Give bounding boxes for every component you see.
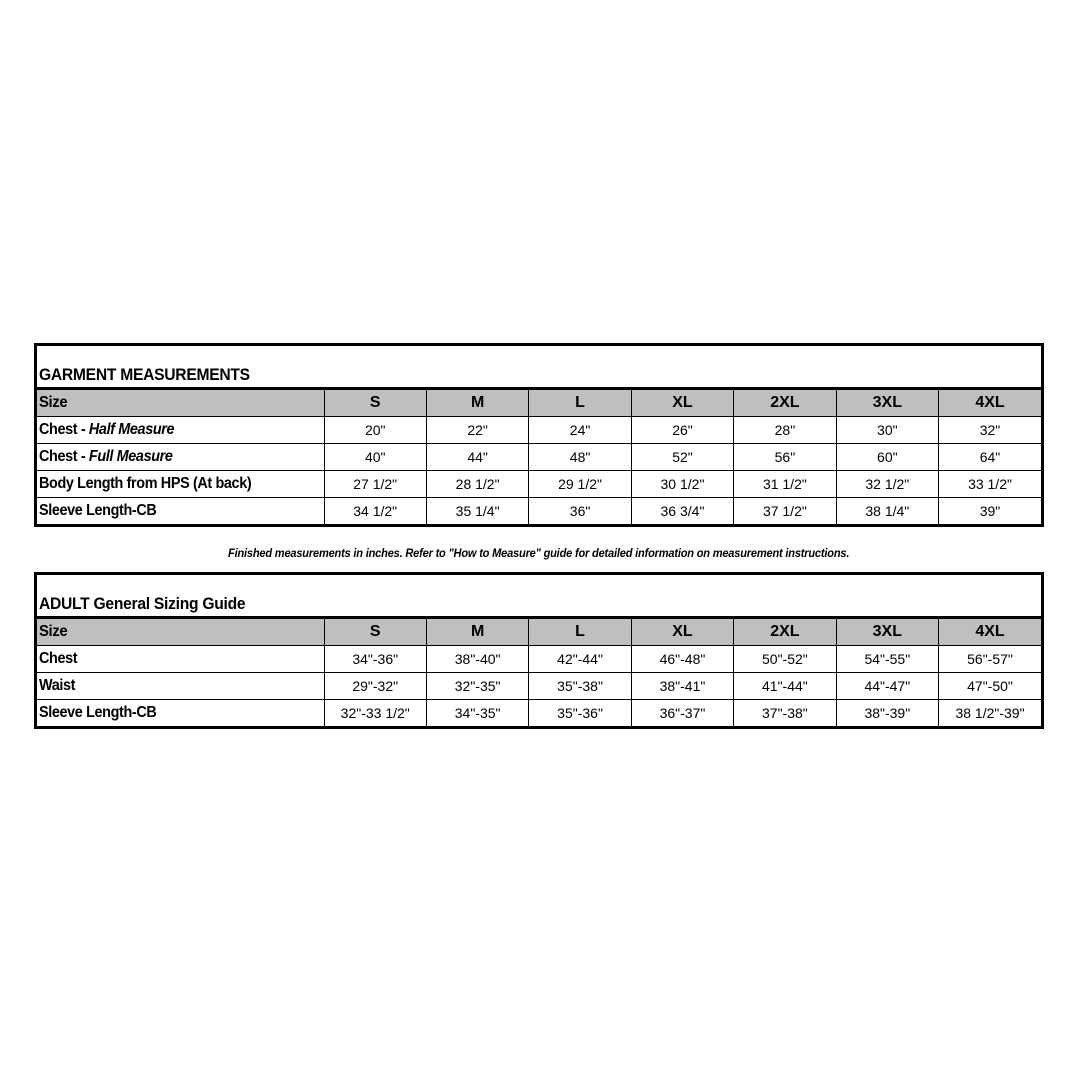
- measurement-cell: 30 1/2": [631, 471, 733, 498]
- measurement-cell: 36"-37": [631, 700, 733, 727]
- size-header-cell: 3XL: [836, 390, 938, 417]
- measurement-cell: 27 1/2": [324, 471, 426, 498]
- measurement-cell: 42"-44": [529, 646, 631, 673]
- size-header-cell: XL: [631, 390, 733, 417]
- row-label: [37, 471, 324, 498]
- measurement-cell: 34"-36": [324, 646, 426, 673]
- measurement-cell: 26": [631, 417, 733, 444]
- measurement-cell: 47"-50": [939, 673, 1041, 700]
- measurement-cell: 29"-32": [324, 673, 426, 700]
- measurement-cell: 46"-48": [631, 646, 733, 673]
- measurement-cell: 34"-35": [426, 700, 528, 727]
- row-label-text: Chest -: [39, 421, 89, 438]
- adult-sizing-guide-table: [34, 572, 1044, 729]
- garment-measurements-title: GARMENT MEASUREMENTS: [37, 346, 1041, 390]
- measurement-cell: 48": [529, 444, 631, 471]
- size-header-cell: XL: [631, 619, 733, 646]
- size-header-cell: L: [529, 390, 631, 417]
- row-label-text: Chest -: [39, 448, 89, 465]
- measurement-cell: 35"-36": [529, 700, 631, 727]
- adult-measurement-row: [37, 700, 1041, 727]
- measurement-cell: 35"-38": [529, 673, 631, 700]
- measurement-cell: 37"-38": [734, 700, 836, 727]
- measurement-cell: 38"-41": [631, 673, 733, 700]
- size-label-text: Size: [39, 394, 68, 411]
- size-header-cell: 2XL: [734, 390, 836, 417]
- measurement-cell: 38 1/2"-39": [939, 700, 1041, 727]
- row-label-wrap: [39, 475, 251, 493]
- row-label: [37, 444, 324, 471]
- row-label: [37, 417, 324, 444]
- size-label-text: Size: [39, 623, 68, 640]
- size-header-cell: S: [324, 390, 426, 417]
- measurement-cell: 24": [529, 417, 631, 444]
- measurement-cell: 35 1/4": [426, 498, 528, 525]
- garment-measurement-row: [37, 417, 1041, 444]
- row-label: [37, 498, 324, 525]
- measurement-cell: 32": [939, 417, 1041, 444]
- size-header-cell: 4XL: [939, 390, 1041, 417]
- measurement-cell: 64": [939, 444, 1041, 471]
- measurement-cell: 40": [324, 444, 426, 471]
- row-label-text: Chest: [39, 650, 78, 667]
- adult-sizing-guide-title: ADULT General Sizing Guide: [37, 575, 1041, 619]
- measurement-cell: 32"-35": [426, 673, 528, 700]
- garment-measurement-row: [37, 471, 1041, 498]
- garment-measurements-grid: [37, 390, 1041, 524]
- row-label: [37, 673, 324, 700]
- size-header-cell: 3XL: [836, 619, 938, 646]
- measurement-cell: 36": [529, 498, 631, 525]
- measurement-cell: 44"-47": [836, 673, 938, 700]
- measurement-cell: 52": [631, 444, 733, 471]
- row-label-text: Sleeve Length-CB: [39, 502, 157, 519]
- measurement-cell: 36 3/4": [631, 498, 733, 525]
- garment-measurements-table: [34, 343, 1044, 527]
- adult-size-header-row: [37, 619, 1041, 646]
- measurement-cell: 33 1/2": [939, 471, 1041, 498]
- measurement-cell: 39": [939, 498, 1041, 525]
- row-label-italic-text: Half Measure: [88, 421, 175, 438]
- row-label-wrap: [39, 677, 75, 695]
- measurement-cell: 41"-44": [734, 673, 836, 700]
- garment-measurement-row: [37, 498, 1041, 525]
- size-header-cell: 4XL: [939, 619, 1041, 646]
- size-header-cell: M: [426, 619, 528, 646]
- measurement-cell: 32 1/2": [836, 471, 938, 498]
- size-header-cell: S: [324, 619, 426, 646]
- measurement-cell: 56": [734, 444, 836, 471]
- measurement-cell: 50"-52": [734, 646, 836, 673]
- adult-sizing-guide-grid: [37, 619, 1041, 726]
- measurement-cell: 30": [836, 417, 938, 444]
- measurement-cell: 44": [426, 444, 528, 471]
- row-label-italic-text: Full Measure: [88, 448, 173, 465]
- measurement-cell: 20": [324, 417, 426, 444]
- garment-measurement-row: [37, 444, 1041, 471]
- row-label-text: Body Length from HPS (At back): [39, 475, 252, 492]
- row-label: [37, 700, 324, 727]
- garment-size-header-row: [37, 390, 1041, 417]
- row-label-text: Sleeve Length-CB: [39, 704, 157, 721]
- size-label: [37, 390, 324, 417]
- measurement-footnote: Finished measurements in inches. Refer to "How to Measure" guide for detailed information on measurement instructions.: [228, 546, 850, 560]
- measurement-cell: 54"-55": [836, 646, 938, 673]
- measurement-cell: 38"-40": [426, 646, 528, 673]
- measurement-cell: 32"-33 1/2": [324, 700, 426, 727]
- measurement-cell: 31 1/2": [734, 471, 836, 498]
- row-label-wrap: [39, 704, 156, 722]
- measurement-cell: 37 1/2": [734, 498, 836, 525]
- row-label-text: Waist: [39, 677, 76, 694]
- row-label-wrap: [39, 650, 77, 668]
- row-label-wrap: [39, 448, 173, 466]
- measurement-cell: 29 1/2": [529, 471, 631, 498]
- size-header-cell: 2XL: [734, 619, 836, 646]
- measurement-cell: 28": [734, 417, 836, 444]
- measurement-cell: 22": [426, 417, 528, 444]
- measurement-cell: 60": [836, 444, 938, 471]
- measurement-cell: 56"-57": [939, 646, 1041, 673]
- row-label-wrap: [39, 502, 156, 520]
- size-label: [37, 619, 324, 646]
- measurement-cell: 34 1/2": [324, 498, 426, 525]
- measurement-cell: 38"-39": [836, 700, 938, 727]
- size-header-cell: M: [426, 390, 528, 417]
- measurement-cell: 28 1/2": [426, 471, 528, 498]
- row-label-wrap: [39, 421, 174, 439]
- row-label: [37, 646, 324, 673]
- measurement-cell: 38 1/4": [836, 498, 938, 525]
- adult-measurement-row: [37, 646, 1041, 673]
- adult-measurement-row: [37, 673, 1041, 700]
- size-header-cell: L: [529, 619, 631, 646]
